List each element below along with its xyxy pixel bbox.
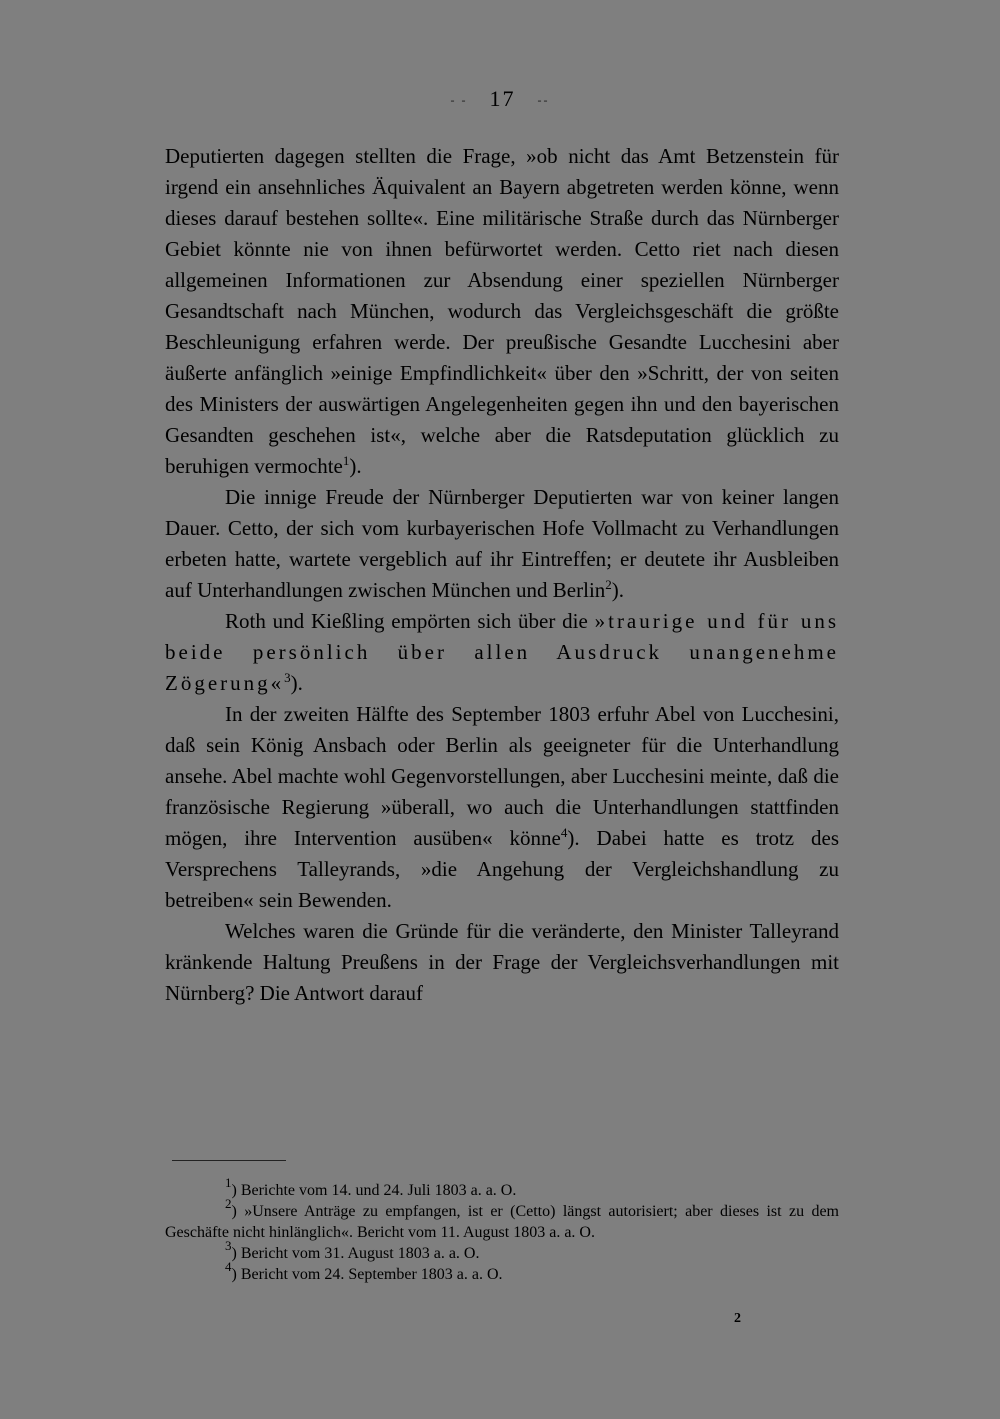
paragraph [165, 916, 839, 1009]
footnote-text: Bericht vom 24. September 1803 a. a. O. [240, 1266, 503, 1283]
footnote: $^4$) Bericht vom 24. September 1803 a. a. O. [225, 1259, 503, 1283]
page-header [0, 86, 1000, 112]
paragraph-text-end: ). [290, 671, 303, 695]
footnote-ref: 1 [342, 453, 350, 468]
paragraph [165, 482, 839, 606]
signature-mark: 2 [734, 1311, 741, 1326]
paragraph-text: Roth und Kießling empörten sich über die [225, 609, 595, 633]
paragraph-text-end: ). [611, 578, 625, 602]
paragraph [165, 606, 839, 699]
footnote-ref: 2 [605, 577, 612, 592]
footnote: $^1$) Berichte vom 14. und 24. Juli 1803 a. a. O. [225, 1175, 517, 1199]
paragraph [165, 141, 839, 482]
footnote-mark: 4 [225, 1259, 232, 1274]
paragraph-text: In der zweiten Hälfte des September 1803 erfuhr Abel von Lucchesini, daß sein König Ansbach oder Berlin als geeigneter für die Unterhandlung ansehe. Abel machte wohl Gegenvorstellungen, aber Lucchesini meinte, daß die französische Regierung »überall, wo auch die Unterhandlungen stattfinden mögen, ihre Intervention ausüben« könne [165, 702, 839, 850]
body-text [165, 141, 839, 1009]
footnote-text: Bericht vom 31. August 1803 a. a. O. [240, 1245, 480, 1262]
header-dash-right: -- [537, 93, 550, 108]
footnote-mark: 1 [225, 1175, 232, 1190]
footnotes [165, 1175, 840, 1285]
footnote-text: »Unsere Anträge zu empfangen, ist er (Cetto) längst autorisiert; aber dieses ist zu dem Geschäfte nicht hinlänglich«. Bericht vom 11. August 1803 a. a. O. [165, 1203, 840, 1241]
paragraph [165, 699, 839, 916]
footnote-rule [172, 1160, 286, 1161]
paragraph-text: Deputierten dagegen stellten die Frage, »ob nicht das Amt Betzenstein für irgend ein ansehnliches Äquivalent an Bayern abgetreten werden könne, wenn dieses darauf bestehen sollte«. Eine militärische Straße durch das Nürnberger Gebiet könnte nie von ihnen befürwortet werden. Cetto riet nach diesen allgemeinen Informationen zur Absendung einer speziellen Nürnberger Gesandtschaft nach München, wodurch das Vergleichsgeschäft die größte Beschleunigung erfahren werde. Der preußische Gesandte Lucchesini aber äußerte anfänglich »einige Empfindlichkeit« über den »Schritt, der von seiten des Ministers der auswärtigen Angelegenheiten gegen ihn und den bayerischen Gesandten geschehen ist«, welche aber die Ratsdeputation glücklich zu beruhigen vermochte [165, 144, 839, 478]
header-dash-left: - - [450, 93, 468, 108]
spaced-quotation: »traurige und für uns beide persönlich über allen Ausdruck unangenehme Zögerung« [165, 609, 839, 695]
paragraph-text: Die innige Freude der Nürnberger Deputierten war von keiner langen Dauer. Cetto, der sich vom kurbayerischen Hofe Vollmacht zu Verhandlungen erbeten hatte, wartete vergeblich auf ihr Eintreffen; er deutete ihr Ausbleiben auf Unterhandlungen zwischen München und Berlin [165, 485, 839, 602]
page-number: 17 [489, 86, 516, 111]
footnote: $^3$) Bericht vom 31. August 1803 a. a. O. [225, 1238, 480, 1262]
footnote-ref: 3 [284, 670, 291, 685]
footnote-text: Berichte vom 14. und 24. Juli 1803 a. a. O. [240, 1182, 517, 1199]
footnote: $^2$) »Unsere Anträge zu empfangen, ist er (Cetto) längst autorisiert; aber dieses ist zu dem Geschäfte nicht hinlänglich«. Bericht vom 11. August 1803 a. a. O. [165, 1196, 840, 1241]
footnote-ref: 4 [560, 825, 568, 840]
paragraph-text-end: ). [349, 454, 362, 478]
paragraph-text-end: ). Dabei hatte es trotz des Versprechens Talleyrands, »die Angehung der Vergleichshandlung zu betreiben« sein Bewenden. [165, 826, 839, 912]
footnote-mark: 2 [225, 1196, 232, 1211]
paragraph-text: Welches waren die Gründe für die veränderte, den Minister Talleyrand kränkende Haltung Preußens in der Frage der Vergleichsverhandlungen mit Nürnberg? Die Antwort darauf [165, 919, 839, 1005]
footnote-mark: 3 [225, 1238, 232, 1253]
